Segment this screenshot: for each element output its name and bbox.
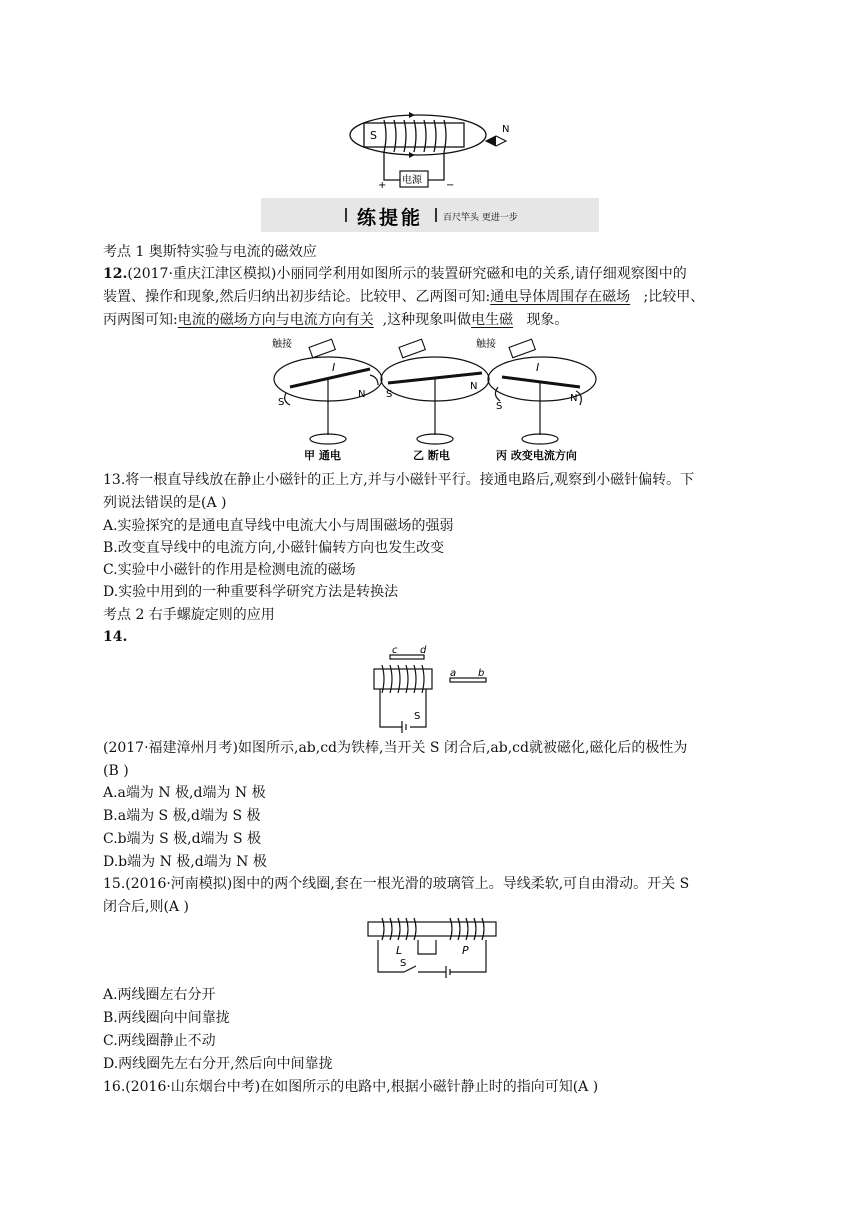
q15-line1: 15.(2016·河南模拟)图中的两个线圈,套在一根光滑的玻璃管上。导线柔软,可自由滑动。开关 S (103, 876, 690, 892)
coil-p-label: P (462, 944, 469, 957)
needle-s-label-1: S (278, 397, 285, 408)
solenoid-s-label: S (370, 129, 377, 142)
needle-n-label-3: N (570, 393, 578, 404)
section-heading-1: 考点 1 奥斯特实验与电流的磁效应 (103, 244, 317, 260)
banner-title: 练提能 (357, 207, 424, 229)
solenoid-iron-rods-figure (366, 645, 496, 735)
q14-line1: (2017·福建漳州月考)如图所示,ab,cd为铁棒,当开关 S 闭合后,ab,cd就被磁化,磁化后的极性为 (103, 740, 688, 756)
rod-b-label: b (478, 668, 485, 679)
current-label-3: I (536, 361, 540, 374)
touch-label-3: 触接 (476, 339, 496, 350)
rod-c-label: c (392, 645, 398, 656)
power-minus-label: − (446, 180, 455, 191)
solenoid-field-figure (340, 108, 520, 194)
q12-answer-3: 电生磁 (471, 312, 514, 328)
q14-option-c: C.b端为 S 极,d端为 S 极 (103, 831, 262, 847)
oersted-experiment-figure (270, 335, 600, 465)
compass-n-label: N (502, 124, 510, 135)
needle-n-label-2: N (470, 381, 478, 392)
power-plus-label: + (378, 180, 387, 191)
q12-line3: 丙两图可知:电流的磁场方向与电流方向有关 ,这种现象叫做电生磁 现象。 (103, 312, 569, 328)
q15-line2: 闭合后,则(A ) (103, 899, 189, 915)
q14-line2: (B ) (103, 763, 129, 779)
q13-line2: 列说法错误的是(A ) (103, 495, 227, 511)
q13-option-b: B.改变直导线中的电流方向,小磁针偏转方向也发生改变 (103, 540, 445, 556)
banner-subtitle: 百尺竿头 更进一步 (443, 213, 518, 223)
q14-option-b: B.a端为 S 极,d端为 S 极 (103, 808, 261, 824)
coil-l-label: L (396, 944, 403, 957)
q15-option-c: C.两线圈静止不动 (103, 1033, 216, 1049)
q12-line2: 装置、操作和现象,然后归纳出初步结论。比较甲、乙两图可知:通电导体周围存在磁场 ;比较甲、 (103, 289, 705, 305)
rod-a-label: a (450, 668, 457, 679)
q12-line1: 12.(2017·重庆江津区模拟)小丽同学利用如图所示的装置研究磁和电的关系,请仔细观察图中的 (103, 266, 687, 282)
q13-option-c: C.实验中小磁针的作用是检测电流的磁场 (103, 562, 356, 578)
q14-number: 14. (103, 629, 128, 645)
q12-answer-1: 通电导体周围存在磁场 (490, 289, 631, 305)
q12-number: 12. (103, 266, 128, 282)
q13-option-d: D.实验中用到的一种重要科学研究方法是转换法 (103, 584, 399, 600)
q13-option-a: A.实验探究的是通电直导线中电流大小与周围磁场的强弱 (103, 518, 454, 534)
caption-panel-1: 甲 通电 (304, 449, 341, 462)
two-coils-figure (366, 914, 498, 978)
touch-label-1: 触接 (272, 339, 292, 350)
q14-option-a: A.a端为 N 极,d端为 N 极 (103, 785, 266, 801)
q16-line1: 16.(2016·山东烟台中考)在如图所示的电路中,根据小磁针静止时的指向可知(A ) (103, 1079, 599, 1095)
needle-n-label-1: N (358, 389, 366, 400)
q12-answer-2: 电流的磁场方向与电流方向有关 (177, 312, 374, 328)
q15-option-b: B.两线圈向中间靠拢 (103, 1010, 230, 1026)
current-label-1: I (332, 361, 336, 374)
caption-panel-2: 乙 断电 (413, 449, 450, 462)
q14-option-d: D.b端为 N 极,d端为 N 极 (103, 854, 267, 870)
q15-option-a: A.两线圈左右分开 (103, 987, 216, 1003)
section-heading-2: 考点 2 右手螺旋定则的应用 (103, 607, 275, 623)
power-label: 电源 (402, 175, 422, 186)
q13-line1: 13.将一根直导线放在静止小磁针的正上方,并与小磁针平行。接通电路后,观察到小磁针偏转。下 (103, 472, 695, 488)
section-banner (261, 198, 599, 232)
needle-s-label-3: S (496, 401, 503, 412)
needle-s-label-2: S (386, 389, 393, 400)
caption-panel-3: 丙 改变电流方向 (496, 449, 577, 462)
switch-s-label: S (414, 711, 421, 722)
switch-s-label-q15: S (400, 958, 407, 969)
q15-option-d: D.两线圈先左右分开,然后向中间靠拢 (103, 1056, 333, 1072)
rod-d-label: d (420, 645, 427, 656)
